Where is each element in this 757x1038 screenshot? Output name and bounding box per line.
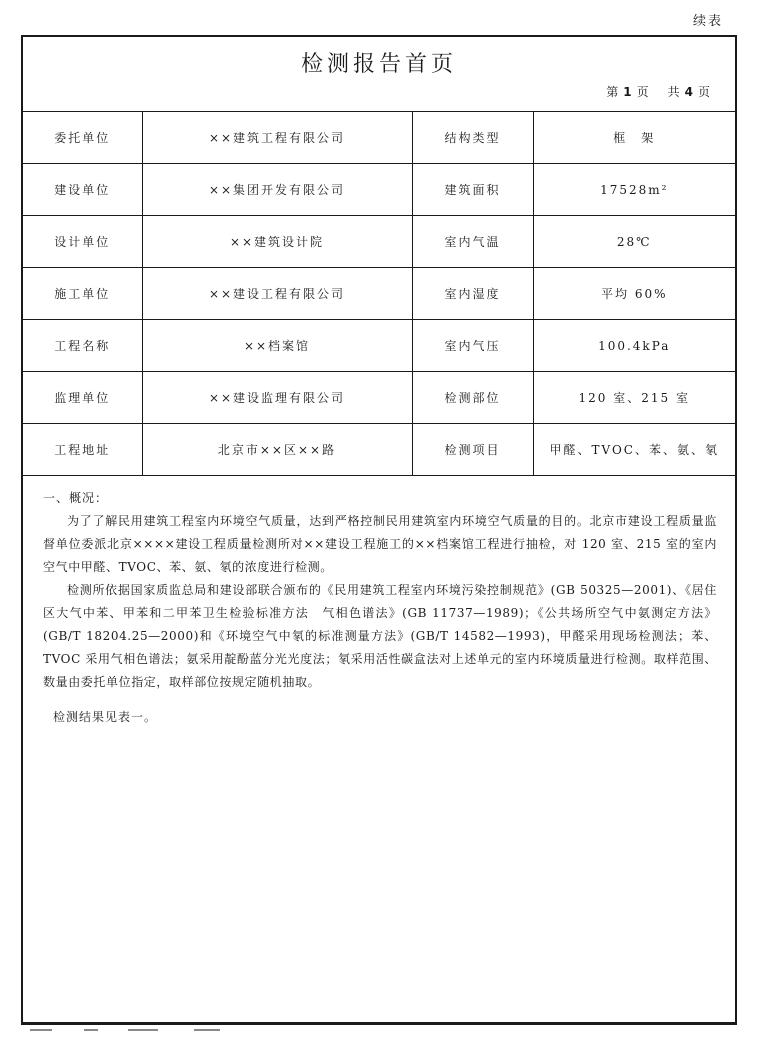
row-value: 北京市××区××路 — [142, 424, 412, 476]
row-label: 建设单位 — [23, 164, 142, 216]
overview-paragraph: 为了了解民用建筑工程室内环境空气质量，达到严格控制民用建筑室内环境空气质量的目的。北京市建设工程质量监督单位委派北京××××建设工程质量检测所对××建设工程施工的××档案馆工程进行抽检，对 120 室、215 室的室内空气中甲醛、TVOC、苯、氨、氡的浓度进行检测。 — [43, 514, 717, 574]
page-prefix: 第 — [606, 85, 620, 99]
row-value: 17528m² — [533, 164, 735, 216]
row-label: 结构类型 — [412, 112, 533, 164]
row-label: 检测项目 — [412, 424, 533, 476]
table-row — [23, 112, 735, 164]
overview-section — [43, 487, 717, 729]
row-label: 检测部位 — [412, 372, 533, 424]
row-label: 工程地址 — [23, 424, 142, 476]
row-value: 120 室、215 室 — [533, 372, 735, 424]
total-prefix: 共 — [667, 85, 681, 99]
overview-heading: 一、概况： — [43, 491, 109, 505]
project-info-table — [23, 111, 735, 476]
row-label: 室内气温 — [412, 216, 533, 268]
report-frame — [21, 35, 737, 1025]
row-label: 室内湿度 — [412, 268, 533, 320]
row-value: 平均 60% — [533, 268, 735, 320]
table-row — [23, 216, 735, 268]
overview-paragraph: 检测所依据国家质监总局和建设部联合颁布的《民用建筑工程室内环境污染控制规范》(GB 50325—2001)、《居住区大气中苯、甲苯和二甲苯卫生检验标准方法 气相色谱法》(GB 11737—1989)；《公共场所空气中氨测定方法》(GB/T 18204.25—2000)和《环境空气中氡的标准测量方法》(GB/T 14582—1993)，甲醛采用现场检测法；苯、TVOC 采用气相色谱法；氨采用靛酚蓝分光光度法；氡采用活性碳盒法对上述单元的室内环境质量进行检测。取样范围、数量由委托单位指定，取样部位按规定随机抽取。 — [43, 583, 717, 689]
row-value: 甲醛、TVOC、苯、氨、氡 — [533, 424, 735, 476]
row-value: 框 架 — [533, 112, 735, 164]
table-row — [23, 268, 735, 320]
row-label: 工程名称 — [23, 320, 142, 372]
row-label: 设计单位 — [23, 216, 142, 268]
result-note: 检测结果见表一。 — [53, 710, 158, 724]
row-label: 建筑面积 — [412, 164, 533, 216]
row-value: 100.4kPa — [533, 320, 735, 372]
table-row — [23, 424, 735, 476]
row-value: ××建设工程有限公司 — [142, 268, 412, 320]
row-value: ××集团开发有限公司 — [142, 164, 412, 216]
row-label: 施工单位 — [23, 268, 142, 320]
total-unit: 页 — [697, 85, 711, 99]
row-label: 委托单位 — [23, 112, 142, 164]
page-number: 1 — [623, 85, 633, 99]
row-value: 28℃ — [533, 216, 735, 268]
row-label: 室内气压 — [412, 320, 533, 372]
row-value: ××建筑设计院 — [142, 216, 412, 268]
row-label: 监理单位 — [23, 372, 142, 424]
bottom-edge-marks — [24, 1029, 324, 1035]
table-row — [23, 164, 735, 216]
continued-label: 续表 — [693, 14, 724, 29]
page-unit: 页 — [636, 85, 650, 99]
report-title: 检测报告首页 — [300, 52, 457, 77]
row-value: ××建设监理有限公司 — [142, 372, 412, 424]
total-pages: 4 — [684, 85, 694, 99]
row-value: ××档案馆 — [142, 320, 412, 372]
row-value: ××建筑工程有限公司 — [142, 112, 412, 164]
page-info — [606, 83, 711, 100]
table-row — [23, 320, 735, 372]
table-row — [23, 372, 735, 424]
